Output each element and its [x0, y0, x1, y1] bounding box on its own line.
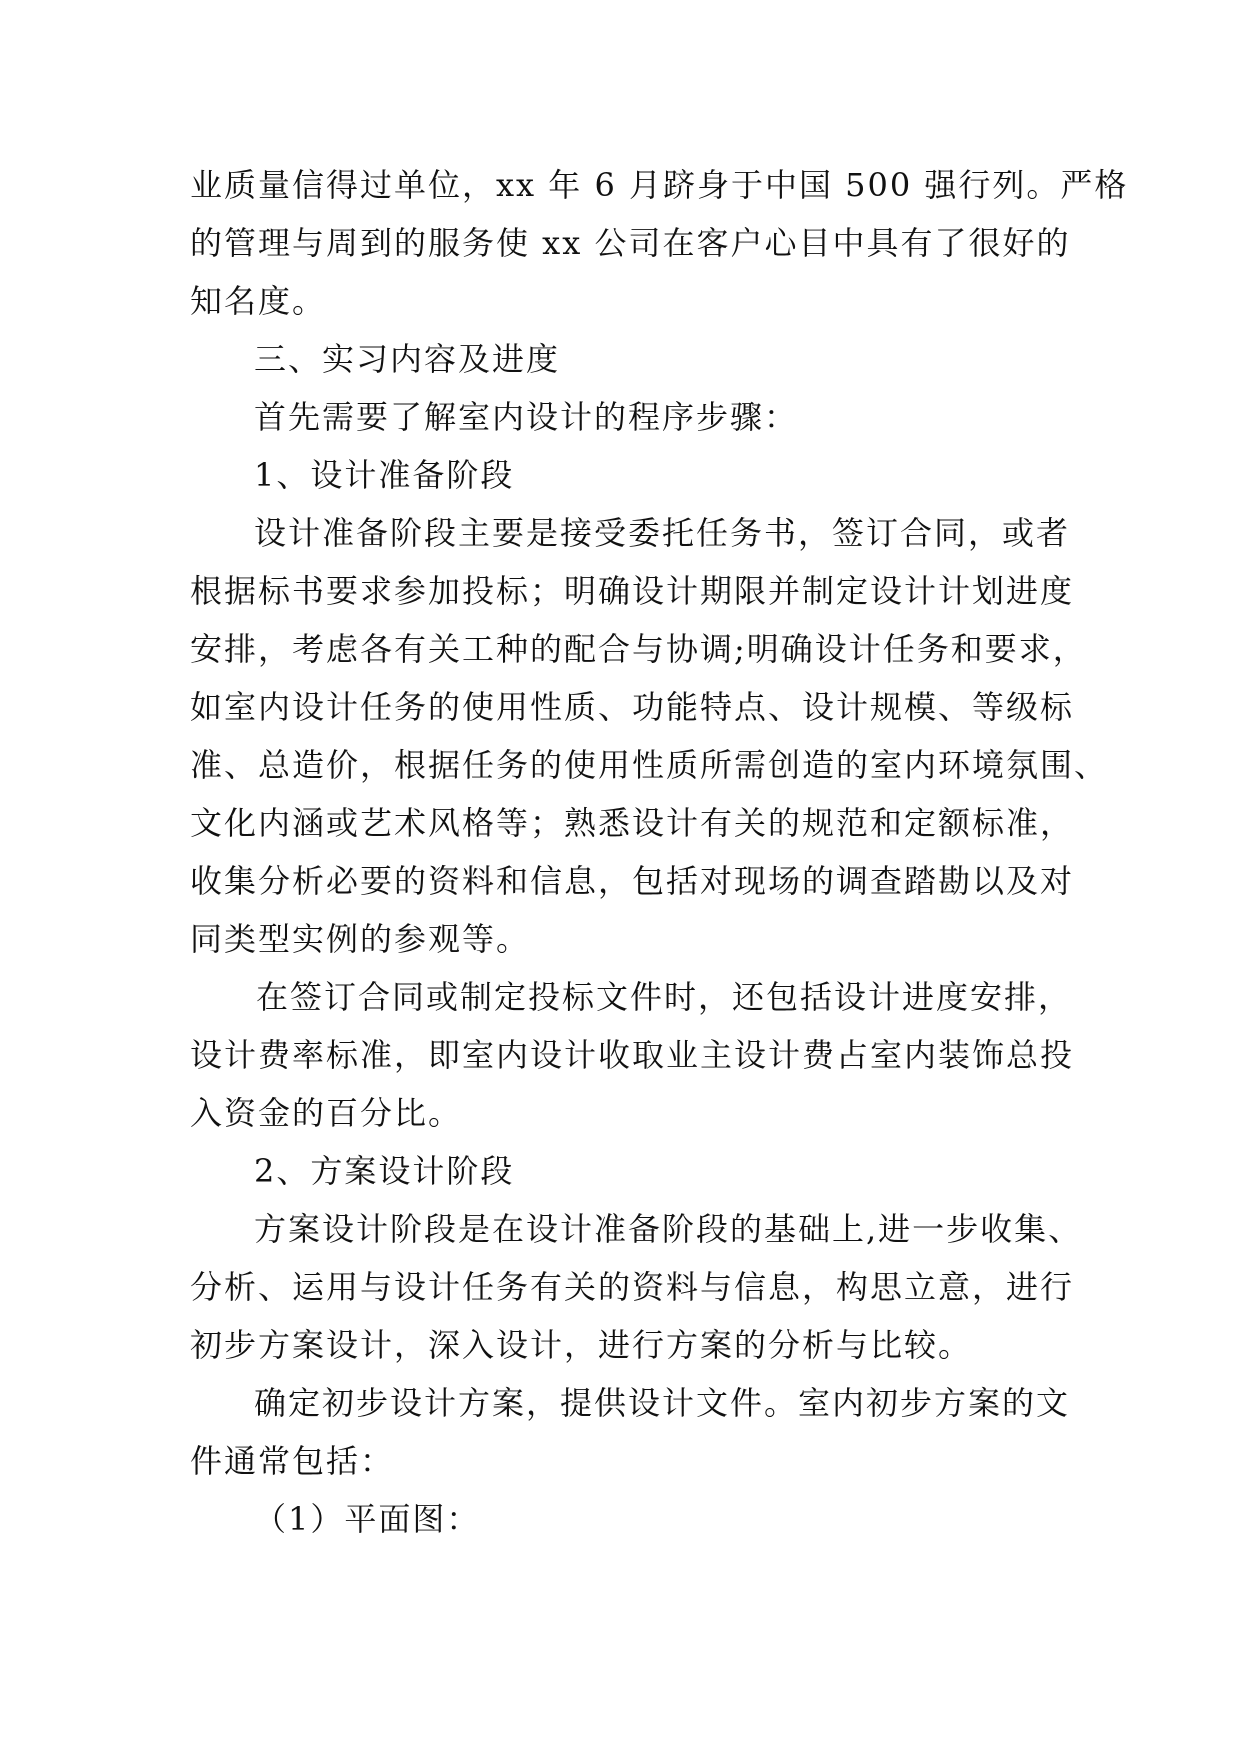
text-line: 的管理与周到的服务使 xx 公司在客户心目中具有了很好的: [190, 224, 1071, 262]
step2-paragraph: [190, 1200, 1083, 1374]
intro-paragraph: 首先需要了解室内设计的程序步骤：: [254, 398, 799, 436]
text-line: 准、总造价，根据任务的使用性质所需创造的室内环境氛围、: [190, 746, 1109, 784]
company-intro-paragraph: [190, 156, 1129, 330]
step1-heading: 1、设计准备阶段: [254, 456, 515, 494]
step1-contract-paragraph: [190, 968, 1075, 1142]
step2-files-paragraph: [190, 1374, 1071, 1490]
step2-heading: 2、方案设计阶段: [254, 1152, 515, 1190]
text-line: 分析、运用与设计任务有关的资料与信息，构思立意，进行: [190, 1268, 1075, 1306]
text-line: 件通常包括：: [190, 1442, 395, 1480]
text-line: 收集分析必要的资料和信息，包括对现场的调查踏勘以及对: [190, 862, 1075, 900]
text-line: 设计费率标准，即室内设计收取业主设计费占室内装饰总投: [190, 1036, 1075, 1074]
text-line: 文化内涵或艺术风格等；熟悉设计有关的规范和定额标准，: [190, 804, 1075, 842]
text-line: 确定初步设计方案，提供设计文件。室内初步方案的文: [254, 1384, 1071, 1422]
text-line: 在签订合同或制定投标文件时，还包括设计进度安排，: [256, 978, 1073, 1016]
text-line: 根据标书要求参加投标；明确设计期限并制定设计计划进度: [190, 572, 1075, 610]
text-line: 安排，考虑各有关工种的配合与协调;明确设计任务和要求，: [190, 630, 1087, 668]
document-body: [190, 156, 1129, 1548]
text-line: 同类型实例的参观等。: [190, 920, 531, 958]
text-line: 如室内设计任务的使用性质、功能特点、设计规模、等级标: [190, 688, 1075, 726]
text-line: 入资金的百分比。: [190, 1094, 463, 1132]
text-line: 设计准备阶段主要是接受委托任务书，签订合同，或者: [254, 514, 1071, 552]
text-line: 知名度。: [190, 282, 327, 320]
text-line: 初步方案设计，深入设计，进行方案的分析与比较。: [190, 1326, 973, 1364]
text-line: 业质量信得过单位，xx 年 6 月跻身于中国 500 强行列。严格: [190, 166, 1129, 204]
section-heading: 三、实习内容及进度: [254, 340, 561, 378]
list-item-floor-plan: （1）平面图：: [254, 1500, 481, 1538]
step1-paragraph: [190, 504, 1109, 968]
text-line: 方案设计阶段是在设计准备阶段的基础上,进一步收集、: [254, 1210, 1083, 1248]
